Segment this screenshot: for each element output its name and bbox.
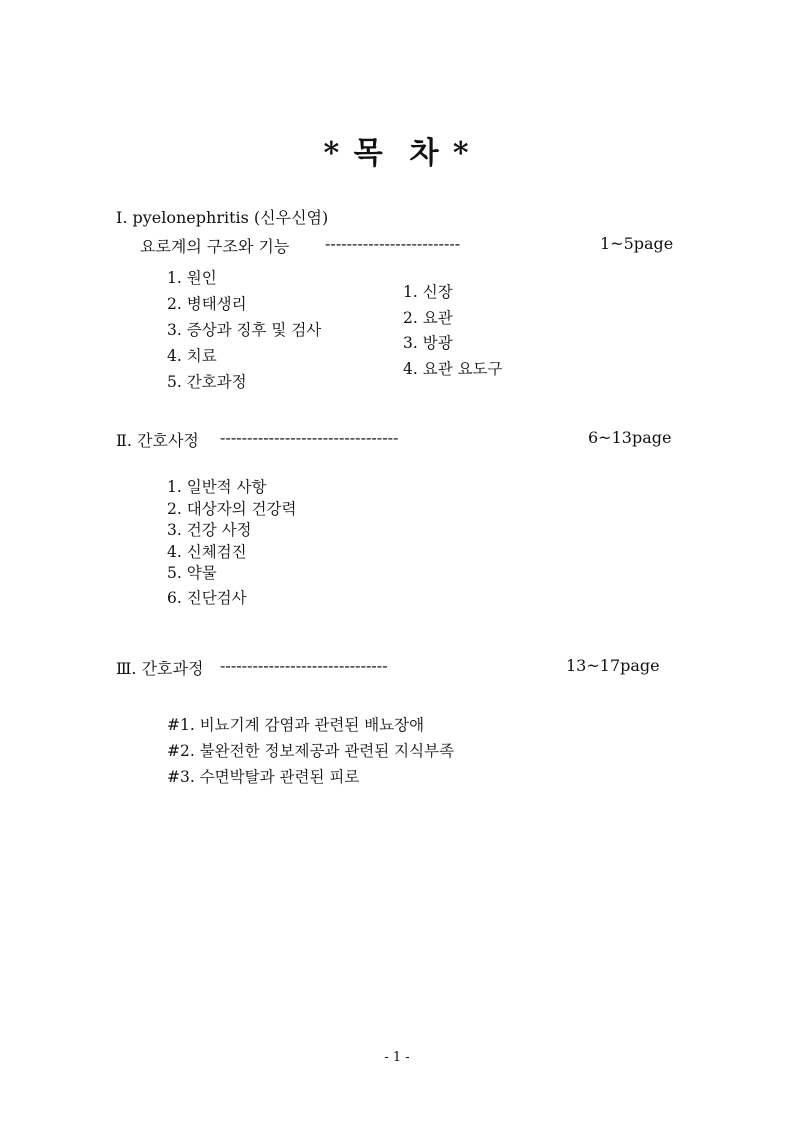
section-2-item: 2. 대상자의 건강력: [167, 500, 297, 518]
section-2-item: 4. 신체검진: [167, 543, 247, 561]
section-2-pages: 6~13page: [588, 428, 672, 447]
section-2-item: 1. 일반적 사항: [167, 478, 267, 496]
section-2-item: 5. 약물: [167, 564, 217, 582]
section-2-item: 3. 건강 사정: [167, 521, 252, 539]
document-title: * 목 차 *: [323, 136, 471, 171]
section-3-item: #2. 불완전한 정보제공과 관련된 지식부족: [167, 742, 455, 760]
section-2-leader: ---------------------------------: [220, 428, 399, 447]
section-3-pages: 13~17page: [566, 656, 660, 675]
section-1-side-item: 3. 방광: [403, 334, 453, 352]
section-1-item: 2. 병태생리: [167, 295, 247, 313]
page-number: - 1 -: [384, 1050, 410, 1065]
section-3-item: #3. 수면박탈과 관련된 피로: [167, 768, 360, 786]
section-1-subheading: 요로계의 구조와 기능: [140, 237, 290, 256]
section-1-item: 1. 원인: [167, 269, 217, 287]
section-1-leader: -------------------------: [325, 234, 461, 253]
section-2-item: 6. 진단검사: [167, 589, 247, 607]
section-1-item: 5. 간호과정: [167, 373, 247, 391]
section-3-heading: Ⅲ. 간호과정: [116, 659, 204, 678]
section-1-item: 4. 치료: [167, 347, 217, 365]
section-1-side-item: 4. 요관 요도구: [403, 360, 503, 378]
section-1-item: 3. 증상과 징후 및 검사: [167, 321, 322, 339]
section-2-heading: Ⅱ. 간호사정: [116, 431, 199, 450]
section-1-pages: 1~5page: [600, 234, 674, 253]
section-1-heading: Ⅰ. pyelonephritis (신우신염): [116, 208, 329, 227]
section-3-item: #1. 비뇨기계 감염과 관련된 배뇨장애: [167, 716, 425, 734]
section-1-side-item: 2. 요관: [403, 309, 453, 327]
section-1-side-item: 1. 신장: [403, 283, 453, 301]
section-3-leader: -------------------------------: [220, 656, 388, 675]
